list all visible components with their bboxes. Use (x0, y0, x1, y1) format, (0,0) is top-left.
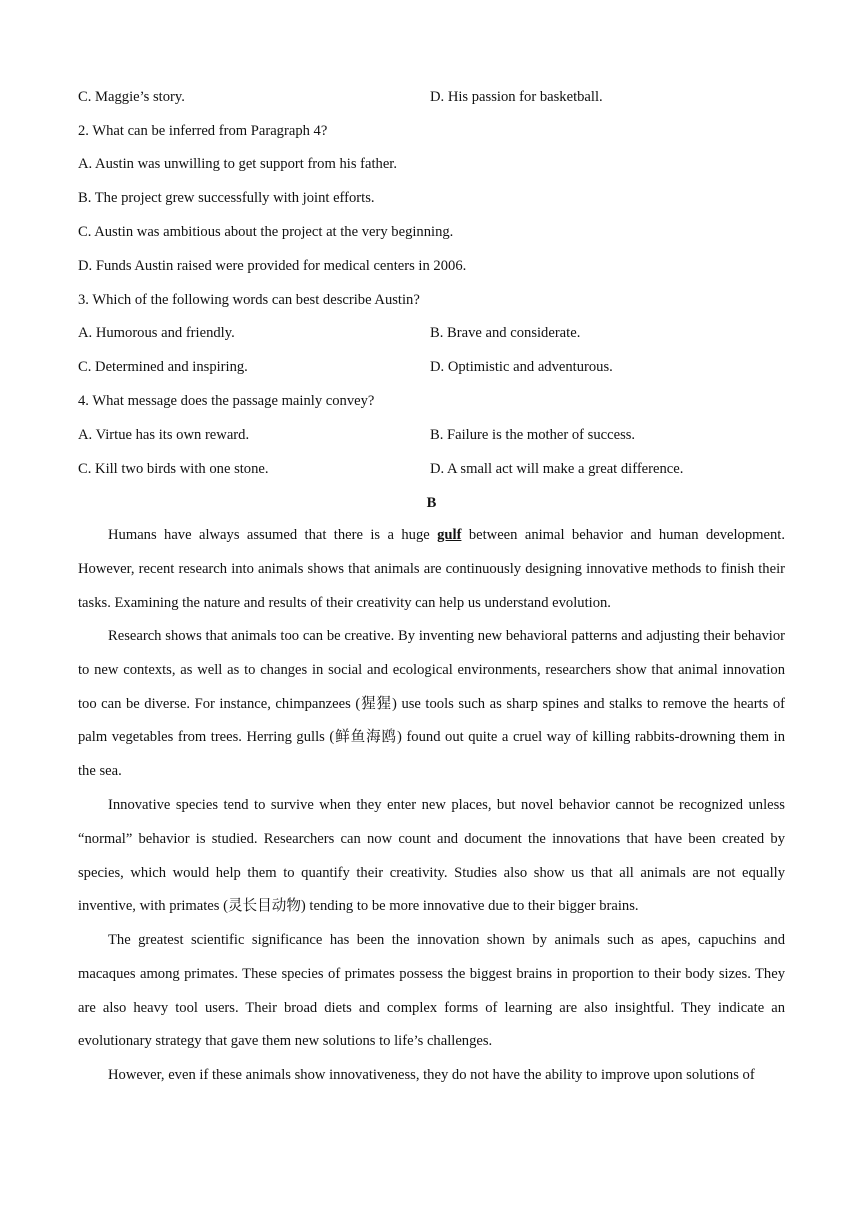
paragraph-1-start: Humans have always assumed that there is a huge (108, 527, 438, 543)
q2-option-d: D. Funds Austin raised were provided for medical centers in 2006. (78, 258, 467, 274)
q2-option-c: C. Austin was ambitious about the project at the very beginning. (78, 224, 454, 240)
paragraph-1-end: between animal behavior and human development. However, recent research into animals shows that animals are continuously designing innovative methods to finish their tasks. Examining the nature and results of their creativity can help us understand evolution. (78, 527, 785, 611)
paragraph-2: Research shows that animals too can be creative. By inventing new behavioral patterns and adjusting their behavior to new contexts, as well as to changes in social and ecological environments, researchers show that animal innovation too can be diverse. For instance, chimpanzees (猩猩) use tools such as sharp spines and stalks to remove the hearts of palm vegetables from trees. Herring gulls (鲜鱼海鸥) found out quite a cruel way of killing rabbits-drowning them in the sea. (78, 628, 785, 780)
keyword-gulf: gulf (437, 527, 462, 543)
q4-stem: 4. What message does the passage mainly convey? (78, 393, 375, 409)
q4-option-a: A. Virtue has its own reward. (78, 427, 250, 443)
q3-option-c: C. Determined and inspiring. (78, 359, 248, 375)
q2-option-b: B. The project grew successfully with joint efforts. (78, 190, 375, 206)
q1-option-c: C. Maggie’s story. (78, 89, 185, 105)
paragraph-3: Innovative species tend to survive when they enter new places, but novel behavior cannot be recognized unless “normal” behavior is studied. Researchers can now count and document the innovations that have been created by species, which would help them to quantify their creativity. Studies also show us that all animals are not equally inventive, with primates (灵长目动物) tending to be more innovative due to their bigger brains. (78, 797, 785, 915)
q4-option-b: B. Failure is the mother of success. (430, 427, 636, 443)
q4-option-c: C. Kill two birds with one stone. (78, 461, 269, 477)
q3-option-a: A. Humorous and friendly. (78, 325, 235, 341)
q1-option-d: D. His passion for basketball. (430, 89, 603, 105)
paragraph-5: However, even if these animals show innovativeness, they do not have the ability to improve upon solutions of (108, 1067, 755, 1083)
paragraph-1 (78, 519, 785, 620)
q3-stem: 3. Which of the following words can best describe Austin? (78, 292, 420, 308)
q4-option-d: D. A small act will make a great difference. (430, 461, 684, 477)
paragraph-4: The greatest scientific significance has been the innovation shown by animals such as apes, capuchins and macaques among primates. These species of primates possess the biggest brains in proportion to their body sizes. They are also heavy tool users. Their broad diets and complex forms of learning are also insightful. They indicate an evolutionary strategy that gave them new solutions to life’s challenges. (78, 932, 785, 1050)
q3-option-d: D. Optimistic and adventurous. (430, 359, 613, 375)
section-heading: B (426, 495, 437, 511)
q2-option-a: A. Austin was unwilling to get support from his father. (78, 156, 398, 172)
q2-stem: 2. What can be inferred from Paragraph 4? (78, 123, 328, 139)
q3-option-b: B. Brave and considerate. (430, 325, 581, 341)
